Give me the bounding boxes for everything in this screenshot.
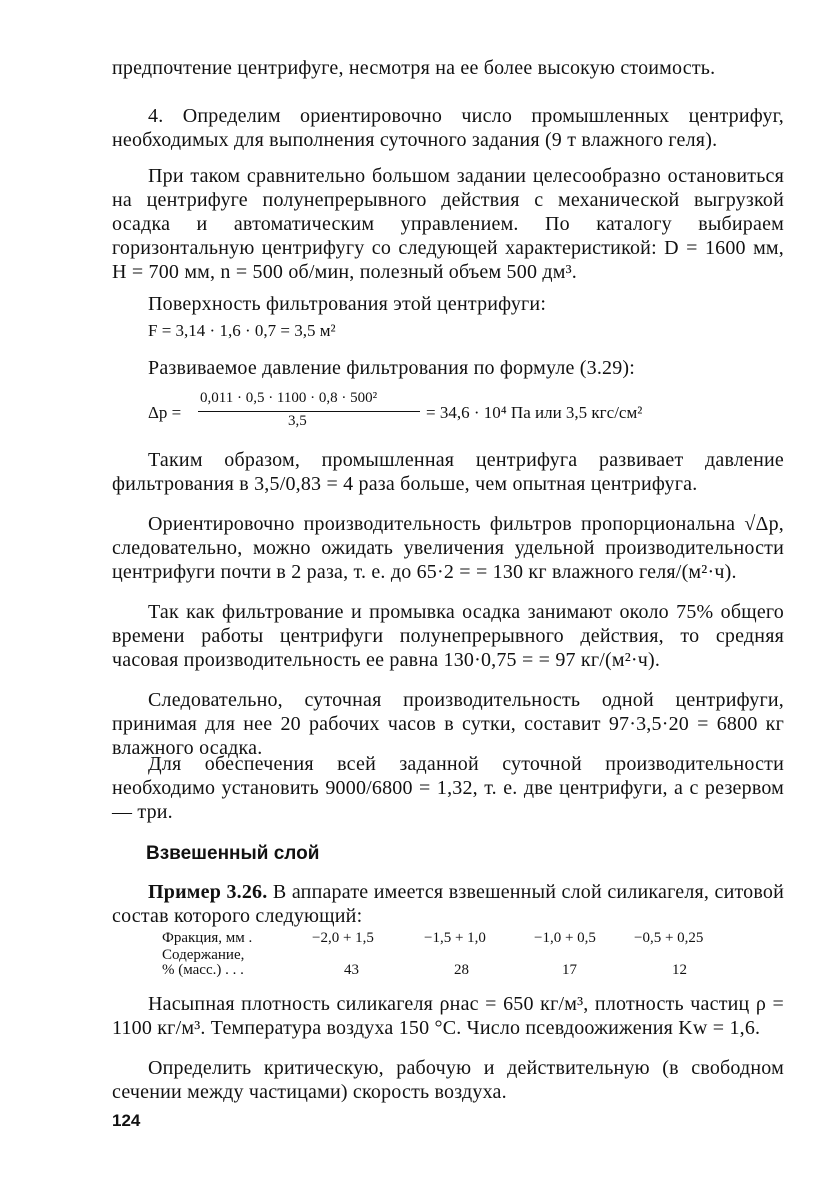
formula-pressure-numerator: 0,011 · 0,5 · 1100 · 0,8 · 500² (200, 390, 378, 406)
row-label-content: Содержание, (162, 947, 245, 963)
page-number: 124 (112, 1111, 141, 1130)
paragraph-filtration-time: Так как фильтрование и промывка осадка занимают около 75% общего времени работы центрифуги полунепрерывного действия, то средняя часовая производительность ее равна 130·0,75 = = 97 кг/(м²·ч). (112, 601, 784, 671)
paragraph-centrifuge-count: Для обеспечения всей заданной суточной производительности необходимо установить 9000/6800 = 1,32, т. е. две центрифуги, а с резервом — три. (112, 753, 784, 823)
fraction-cell: −0,5 + 0,25 (634, 930, 704, 946)
formula-pressure-lhs: Δp = (148, 403, 182, 422)
fraction-cell: −2,0 + 1,5 (312, 930, 374, 946)
paragraph-pressure-ratio: Таким образом, промышленная центрифуга развивает давление фильтрования в 3,5/0,83 = 4 раза больше, чем опытная центрифуга. (112, 449, 784, 495)
paragraph-step-4: 4. Определим ориентировочно число промышленных центрифуг, необходимых для выполнения суточного задания (9 т влажного геля). (112, 105, 784, 151)
content-cell: 12 (672, 962, 687, 978)
formula-pressure-rhs: = 34,6 · 10⁴ Па или 3,5 кгс/см² (426, 403, 643, 422)
fraction-bar (198, 411, 420, 412)
fraction-cell: −1,0 + 0,5 (534, 930, 596, 946)
paragraph-example-intro (112, 880, 784, 928)
content-cell: 43 (344, 962, 359, 978)
paragraph-density: Насыпная плотность силикагеля ρнас = 650 кг/м³, плотность частиц ρ = 1100 кг/м³. Температура воздуха 150 °С. Число псевдоожижения Kw = 1,6. (112, 993, 784, 1039)
paragraph-daily-output: Следовательно, суточная производительность одной центрифуги, принимая для нее 20 рабочих часов в сутки, составит 97·3,5·20 = 6800 кг влажного осадка. (112, 689, 784, 759)
section-heading: Взвешенный слой (146, 843, 320, 864)
paragraph-pressure: Развиваемое давление фильтрования по формуле (3.29): (148, 357, 636, 379)
formula-pressure-denominator: 3,5 (288, 413, 307, 429)
paragraph-task: Определить критическую, рабочую и действительную (в свободном сечении между частицами) скорость воздуха. (112, 1057, 784, 1103)
row-label-percent: % (масс.) . . . (162, 962, 244, 978)
formula-surface: F = 3,14 · 1,6 · 0,7 = 3,5 м² (148, 321, 336, 340)
example-text: В аппарате имеется взвешенный слой силикагеля, ситовой состав которого следующий: (112, 881, 784, 927)
paragraph-centrifuge-choice: При таком сравнительно большом задании целесообразно остановиться на центрифуге полунепрерывного действия с механической выгрузкой осадка и автоматическим управлением. По каталогу выбираем горизонтальную центрифугу со следующей характеристикой: D = 1600 мм, H = 700 мм, n = 500 об/мин, полезный объем 500 дм³. (112, 165, 784, 283)
content-cell: 28 (454, 962, 469, 978)
content-cell: 17 (562, 962, 577, 978)
paragraph-productivity: Ориентировочно производительность фильтров пропорциональна √Δp, следовательно, можно ожидать увеличения удельной производительности центрифуги почти в 2 раза, т. е. до 65·2 = = 130 кг влажного геля/(м²·ч). (112, 513, 784, 583)
row-label-fraction: Фракция, мм . (162, 930, 253, 946)
fraction-cell: −1,5 + 1,0 (424, 930, 486, 946)
example-label: Пример 3.26. (148, 881, 268, 903)
paragraph-filter-surface: Поверхность фильтрования этой центрифуги: (148, 293, 547, 315)
paragraph-continuation: предпочтение центрифуге, несмотря на ее более высокую стоимость. (112, 57, 716, 79)
